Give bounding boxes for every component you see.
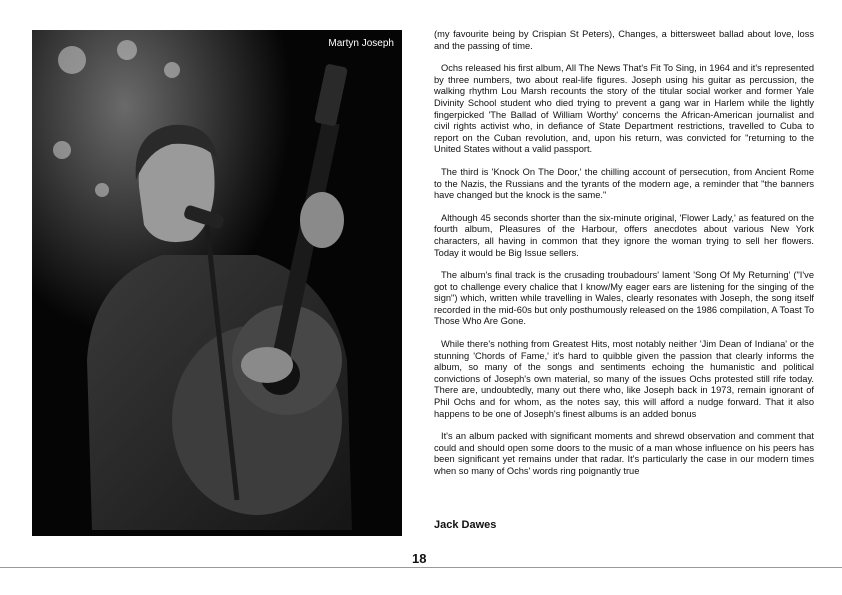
paragraph: Ochs released his first album, All The News That's Fit To Sing, in 1964 and it's represented by three numbers, two about real-life figures. Joseph using his guitar as percussion, the walking rhythm Lou Marsh recounts the story of the titular social worker and former Yale Divinity School student who died trying to prevent a gang war in Harlem while the lightly fingerpicked 'The Ballad of William Worthy' concerns the African-American journalist and civil rights activist who, in defiance of State Department restrictions, travelled to Cuba to report on the Cuban revolution, and, upon his return, was convicted for "returning to the United States without a valid passport. — [434, 63, 814, 155]
paragraph: The third is 'Knock On The Door,' the chilling account of persecution, from Ancient Rome to the Nazis, the Russians and the tyrants of the modern age, a reminder that "the banners have changed but the knock is the same." — [434, 166, 814, 201]
footer-divider — [0, 567, 842, 568]
paragraph: While there's nothing from Greatest Hits, most notably neither 'Jim Dean of Indiana' or the stunning 'Chords of Fame,' it's hard to quibble given the passion that clearly informs the album, so many of the songs and sentiments echoing the humanistic and political convictions of Joseph's own material, so many of the issues Ochs protested still rife today. There are, undoubtedly, many out there who, like Joseph back in 1973, remain ignorant of Phil Ochs and for whom, as the notes say, this will afford a nudge forward. That it also happens to be one of Joseph's finest albums is an added bonus — [434, 339, 814, 419]
article-body — [434, 29, 814, 489]
author-byline: Jack Dawes — [434, 519, 497, 531]
page-number: 18 — [412, 551, 427, 566]
paragraph: (my favourite being by Crispian St Peters), Changes, a bittersweet ballad about love, loss and the passing of time. — [434, 29, 814, 51]
performer-image — [32, 30, 402, 536]
paragraph: Although 45 seconds shorter than the six-minute original, 'Flower Lady,' as featured on the fourth album, Pleasures of the Harbour, offers anecdotes about various New York characters, all having in common that they ignore the woman trying to sell her flowers. Today it would be Big Issue sellers. — [434, 212, 814, 258]
paragraph: It's an album packed with significant moments and shrewd observation and comment that could and should open some doors to the music of a man whose influence on his peers has been significant yet remains under that radar. It's particularly the case in our modern times when so many of Ochs' words ring poignantly true — [434, 431, 814, 476]
paragraph: The album's final track is the crusading troubadours' lament 'Song Of My Returning' ("I've got to challenge every chalice that I know/My eager ears are listening for the singing of the sign") which, written while travelling in Wales, clearly resonates with Joseph, the song itself recorded in the mid-60s but only posthumously released on the 1986 compilation, A Toast To Those Who Are Gone. — [434, 270, 814, 327]
photo-caption: Martyn Joseph — [328, 38, 394, 49]
concert-photo — [32, 30, 402, 536]
